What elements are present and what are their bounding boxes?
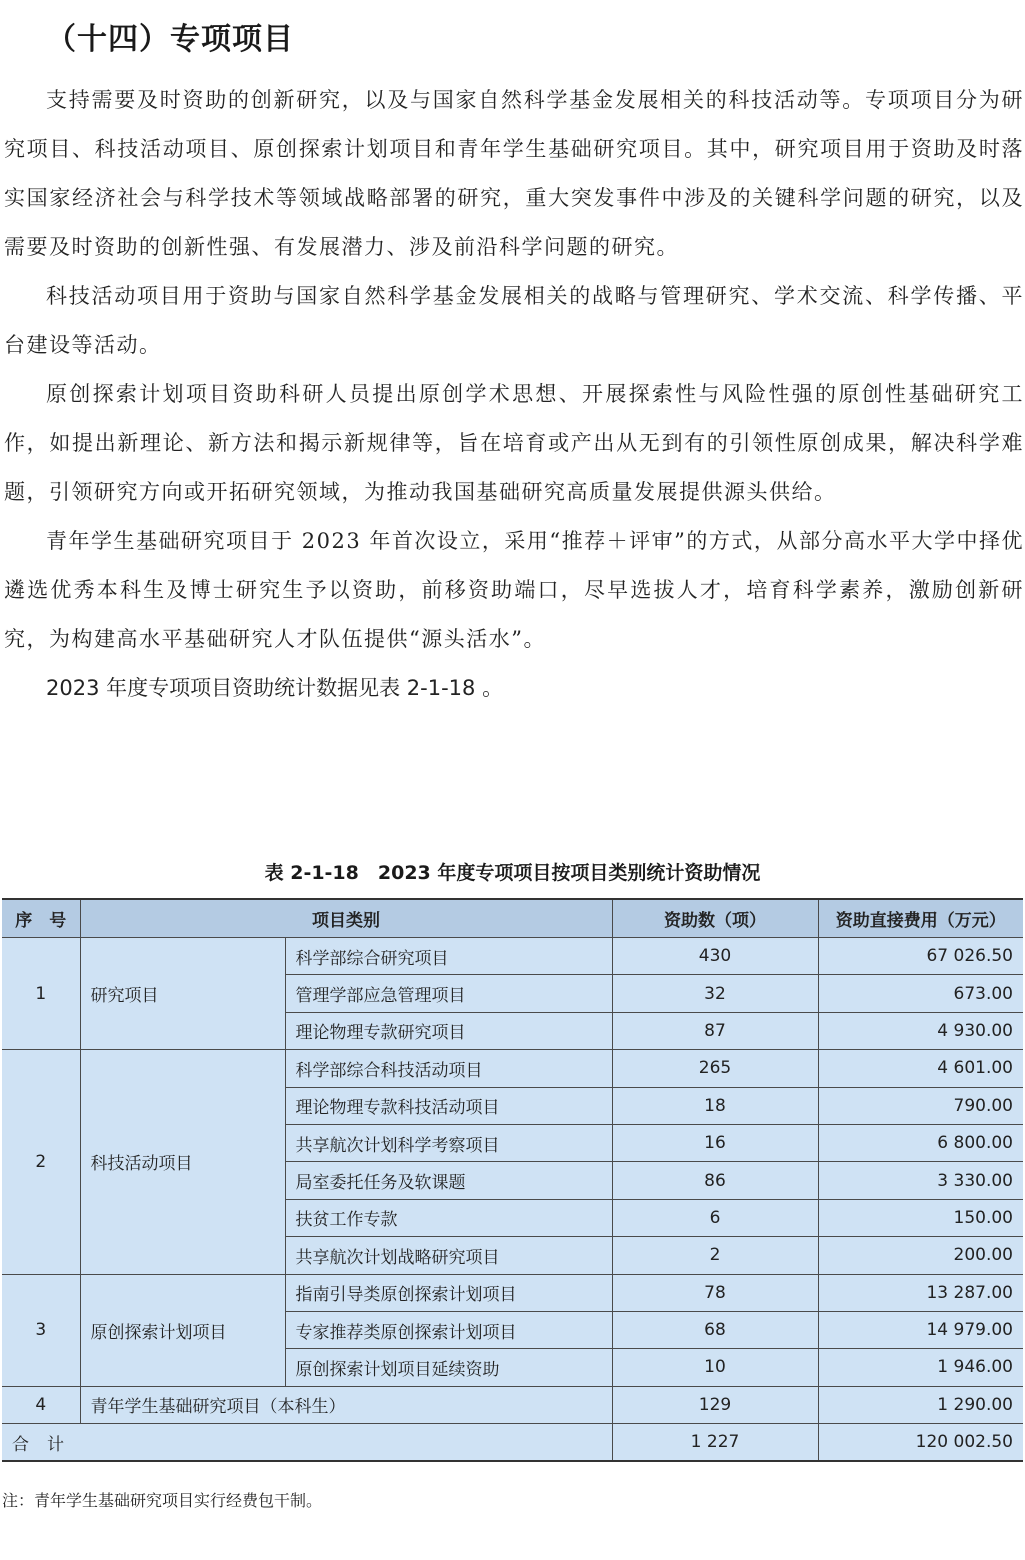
group-category: 青年学生基础研究项目（本科生） (80, 1386, 612, 1423)
item-count: 87 (612, 1012, 818, 1049)
group-no: 3 (2, 1274, 80, 1386)
item-count: 32 (612, 975, 818, 1012)
item-amount: 3 330.00 (818, 1162, 1023, 1199)
table-note: 注：青年学生基础研究项目实行经费包干制。 (2, 1491, 323, 1510)
item-amount: 673.00 (818, 975, 1023, 1012)
item-amount: 67 026.50 (818, 938, 1023, 975)
item-amount: 14 979.00 (818, 1311, 1023, 1348)
item-name: 共享航次计划科学考察项目 (285, 1124, 612, 1161)
item-amount: 6 800.00 (818, 1124, 1023, 1161)
item-count: 16 (612, 1124, 818, 1161)
total-count: 1 227 (612, 1424, 818, 1462)
item-count: 265 (612, 1050, 818, 1087)
paragraph: 青年学生基础研究项目于 2023 年首次设立，采用“推荐＋评审”的方式，从部分高水平大学中择优遴选优秀本科生及博士研究生予以资助，前移资助端口，尽早选拔人才，培育科学素养，激励创新研究，为构建高水平基础研究人才队伍提供“源头活水”。 (4, 529, 1024, 651)
table-header-row (2, 899, 1023, 938)
table-caption: 表 2-1-18 2023 年度专项项目按项目类别统计资助情况 (264, 862, 761, 884)
item-amount: 4 601.00 (818, 1050, 1023, 1087)
item-name: 管理学部应急管理项目 (285, 975, 612, 1012)
total-label: 合计 (2, 1424, 612, 1462)
item-count: 78 (612, 1274, 818, 1311)
item-name: 原创探索计划项目延续资助 (285, 1349, 612, 1386)
item-count: 10 (612, 1349, 818, 1386)
group-no: 2 (2, 1050, 80, 1274)
item-amount: 200.00 (818, 1237, 1023, 1274)
item-count: 6 (612, 1199, 818, 1236)
table-row (2, 1274, 1023, 1311)
item-count: 86 (612, 1162, 818, 1199)
item-name: 共享航次计划战略研究项目 (285, 1237, 612, 1274)
item-amount: 790.00 (818, 1087, 1023, 1124)
group-category: 科技活动项目 (80, 1050, 285, 1274)
item-name: 理论物理专款科技活动项目 (285, 1087, 612, 1124)
item-name: 科学部综合科技活动项目 (285, 1050, 612, 1087)
table-row (2, 938, 1023, 975)
item-name: 科学部综合研究项目 (285, 938, 612, 975)
item-count: 430 (612, 938, 818, 975)
item-amount: 4 930.00 (818, 1012, 1023, 1049)
group-no: 4 (2, 1386, 80, 1423)
paragraph: 科技活动项目用于资助与国家自然科学基金发展相关的战略与管理研究、学术交流、科学传播、平台建设等活动。 (4, 284, 1024, 357)
item-name: 指南引导类原创探索计划项目 (285, 1274, 612, 1311)
group-no: 1 (2, 938, 80, 1050)
header-no: 序 号 (2, 899, 80, 938)
total-amount: 120 002.50 (818, 1424, 1023, 1462)
item-amount: 150.00 (818, 1199, 1023, 1236)
item-count: 2 (612, 1237, 818, 1274)
funding-table (2, 898, 1023, 1462)
item-count: 68 (612, 1311, 818, 1348)
group-category: 原创探索计划项目 (80, 1274, 285, 1386)
item-amount: 13 287.00 (818, 1274, 1023, 1311)
section-heading: （十四）专项项目 (46, 22, 294, 57)
item-name: 扶贫工作专款 (285, 1199, 612, 1236)
item-name: 局室委托任务及软课题 (285, 1162, 612, 1199)
header-count: 资助数（项） (612, 899, 818, 938)
item-name: 理论物理专款研究项目 (285, 1012, 612, 1049)
item-count: 129 (612, 1386, 818, 1423)
item-name: 专家推荐类原创探索计划项目 (285, 1311, 612, 1348)
item-count: 18 (612, 1087, 818, 1124)
table-row (2, 1050, 1023, 1087)
table-row (2, 1386, 1023, 1423)
paragraph: 支持需要及时资助的创新研究，以及与国家自然科学基金发展相关的科技活动等。专项项目分为研究项目、科技活动项目、原创探索计划项目和青年学生基础研究项目。其中，研究项目用于资助及时落实国家经济社会与科学技术等领域战略部署的研究，重大突发事件中涉及的关键科学问题的研究，以及需要及时资助的创新性强、有发展潜力、涉及前沿科学问题的研究。 (4, 88, 1024, 259)
total-row (2, 1424, 1023, 1462)
paragraph: 原创探索计划项目资助科研人员提出原创学术思想、开展探索性与风险性强的原创性基础研究工作，如提出新理论、新方法和揭示新规律等，旨在培育或产出从无到有的引领性原创成果，解决科学难题，引领研究方向或开拓研究领域，为推动我国基础研究高质量发展提供源头供给。 (4, 382, 1024, 504)
group-category: 研究项目 (80, 938, 285, 1050)
item-amount: 1 946.00 (818, 1349, 1023, 1386)
header-category: 项目类别 (80, 899, 612, 938)
stat-line: 2023 年度专项项目资助统计数据见表 2-1-18 。 (46, 676, 504, 700)
header-amount: 资助直接费用（万元） (818, 899, 1023, 938)
item-amount: 1 290.00 (818, 1386, 1023, 1423)
body-text (4, 76, 1024, 713)
